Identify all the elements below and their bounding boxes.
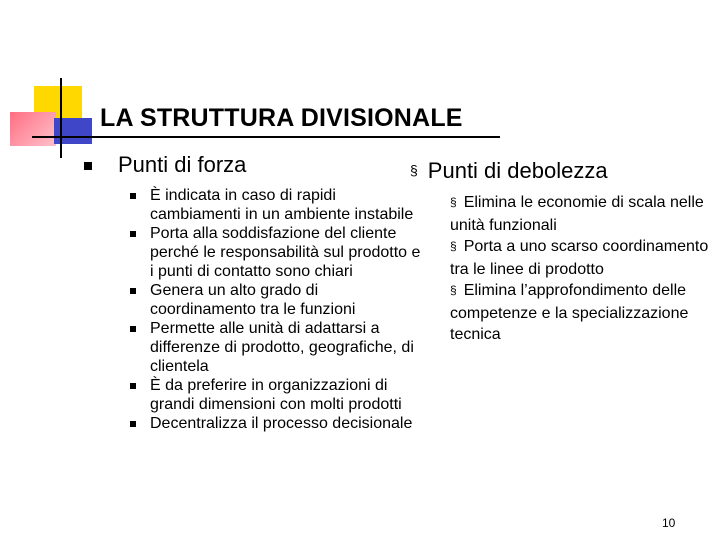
- list-item: [130, 281, 424, 319]
- list-item-text: Elimina l’approfondimento delle competenze e la specializzazione tecnica: [450, 282, 689, 343]
- list-item: [130, 224, 424, 281]
- decorative-red-square: [10, 112, 56, 146]
- square-bullet-icon: [130, 421, 136, 427]
- list-item-text: Porta alla soddisfazione del cliente perché le responsabilità sul prodotto e i punti di contatto sono chiari: [150, 225, 421, 280]
- weaknesses-list: [410, 192, 710, 346]
- weaknesses-heading: Punti di debolezza: [427, 158, 608, 183]
- section-bullet-icon: §: [450, 283, 457, 297]
- list-item: [450, 236, 710, 280]
- strengths-column: [84, 152, 424, 433]
- list-item-text: È da preferire in organizzazioni di grandi dimensioni con molti prodotti: [150, 377, 402, 413]
- list-item-text: Decentralizza il processo decisionale: [150, 415, 413, 432]
- page-number: 10: [662, 516, 676, 530]
- square-bullet-icon: [84, 162, 92, 170]
- list-item: [130, 414, 424, 433]
- section-bullet-icon: §: [410, 162, 418, 178]
- list-item: [450, 280, 710, 346]
- strengths-heading: Punti di forza: [118, 152, 247, 177]
- list-item: [130, 186, 424, 224]
- section-bullet-icon: §: [450, 239, 457, 253]
- square-bullet-icon: [130, 231, 136, 237]
- list-item-text: Permette alle unità di adattarsi a differenze di prodotto, geografiche, di clientela: [150, 320, 414, 375]
- decorative-vertical-line: [60, 78, 62, 158]
- square-bullet-icon: [130, 193, 136, 199]
- list-item-text: È indicata in caso di rapidi cambiamenti in un ambiente instabile: [150, 187, 414, 223]
- list-item: [130, 376, 424, 414]
- square-bullet-icon: [130, 326, 136, 332]
- list-item: [450, 192, 710, 236]
- weaknesses-heading-item: [410, 158, 710, 186]
- strengths-heading-item: [84, 152, 424, 178]
- section-bullet-icon: §: [450, 195, 457, 209]
- list-item-text: Porta a uno scarso coordinamento tra le linee di prodotto: [450, 238, 709, 278]
- strengths-list: [84, 186, 424, 433]
- square-bullet-icon: [130, 383, 136, 389]
- list-item-text: Elimina le economie di scala nelle unità funzionali: [450, 194, 704, 234]
- weaknesses-column: [410, 158, 710, 346]
- slide-title: LA STRUTTURA DIVISIONALE: [100, 104, 463, 132]
- list-item: [130, 319, 424, 376]
- list-item-text: Genera un alto grado di coordinamento tra le funzioni: [150, 282, 356, 318]
- title-underline: [32, 136, 500, 138]
- square-bullet-icon: [130, 288, 136, 294]
